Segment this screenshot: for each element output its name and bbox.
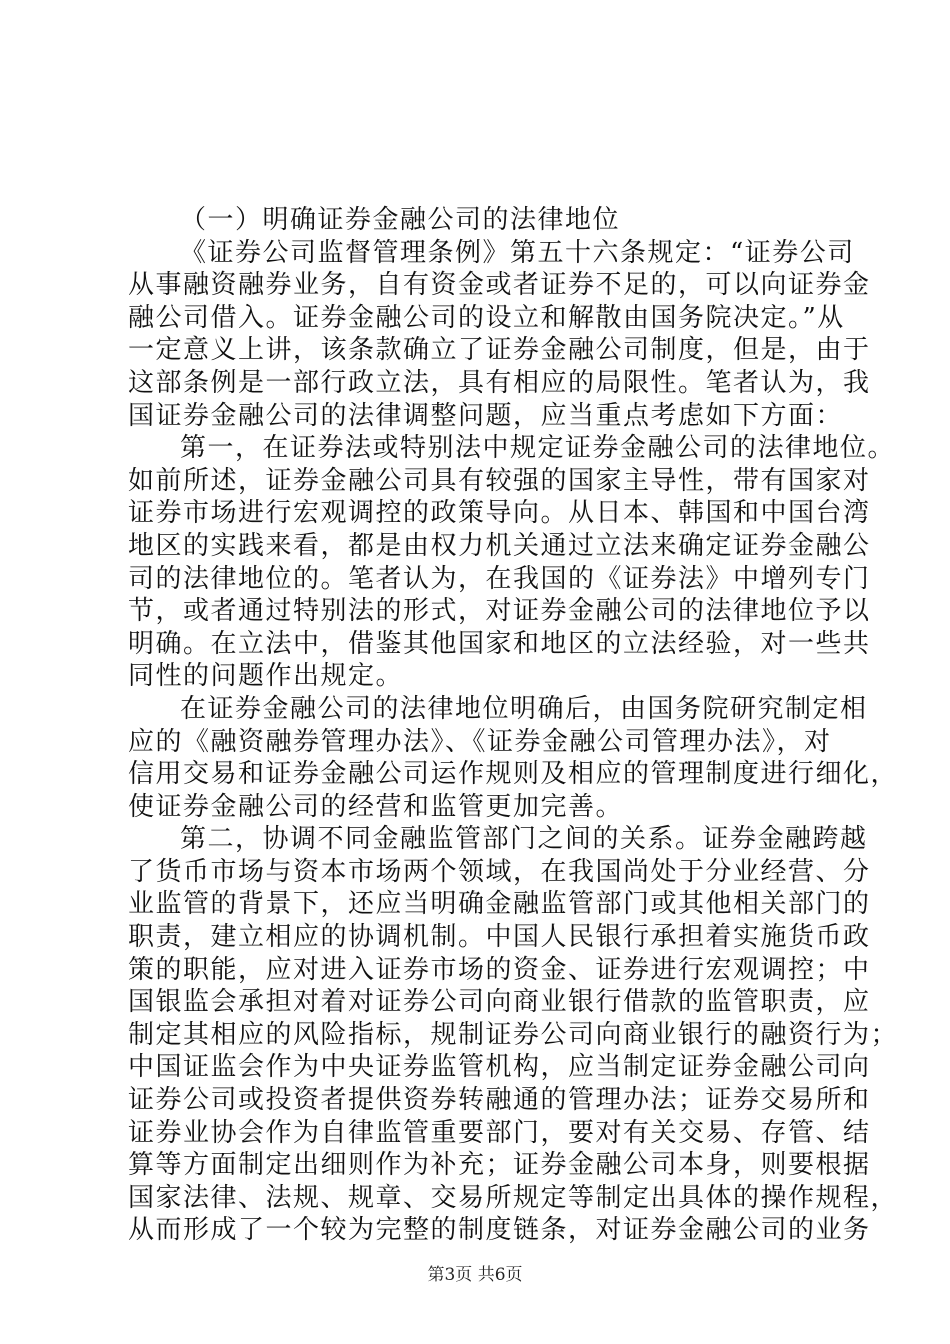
text-line: 使证券金融公司的经营和监管更加完善。 [128,791,624,822]
text-line: 如前所述，证券金融公司具有较强的国家主导性，带有国家对 [128,465,871,496]
text-line: 一定意义上讲，该条款确立了证券金融公司制度，但是，由于 [128,335,871,366]
text-line: 国证券金融公司的法律调整问题，应当重点考虑如下方面： [128,400,844,431]
text-line: 证券业协会作为自律监管重要部门，要对有关交易、存管、结 [128,1117,871,1148]
text-line: 职责，建立相应的协调机制。中国人民银行承担着实施货币政 [128,922,871,953]
page-footer: 第3页 共6页 [427,1265,523,1285]
text-line: 《证券公司监督管理条例》第五十六条规定：“证券公司 [180,237,855,268]
text-line: 应的《融资融券管理办法》、《证券金融公司管理办法》，对 [128,726,832,757]
text-line: 第一，在证券法或特别法中规定证券金融公司的法律地位。 [180,433,896,464]
text-line: 地区的实践来看，都是由权力机关通过立法来确定证券金融公 [128,530,871,561]
text-line: 融公司借入。证券金融公司的设立和解散由国务院决定。”从 [128,302,845,333]
text-line: 在证券金融公司的法律地位明确后，由国务院研究制定相 [180,693,868,724]
text-line: 证券公司或投资者提供资券转融通的管理办法；证券交易所和 [128,1085,871,1116]
text-line: 国家法律、法规、规章、交易所规定等制定出具体的操作规程， [128,1182,899,1213]
text-line: 这部条例是一部行政立法，具有相应的局限性。笔者认为，我 [128,367,871,398]
section-heading: （一）明确证券金融公司的法律地位 [180,205,621,235]
document-body [128,204,899,1247]
text-line: 国银监会承担对着对证券公司向商业银行借款的监管职责，应 [128,987,871,1018]
text-line: 中国证监会作为中央证券监管机构，应当制定证券金融公司向 [128,1052,871,1083]
text-line: 同性的问题作出规定。 [128,661,404,692]
text-line: 策的职能，应对进入证券市场的资金、证券进行宏观调控；中 [128,954,871,985]
text-line: 从而形成了一个较为完整的制度链条，对证券金融公司的业务 [128,1215,871,1246]
text-line: 业监管的背景下，还应当明确金融监管部门或其他相关部门的 [128,889,871,920]
text-line: 明确。在立法中，借鉴其他国家和地区的立法经验，对一些共 [128,628,871,659]
text-line: 算等方面制定出细则作为补充；证券金融公司本身，则要根据 [128,1150,871,1181]
text-line: 从事融资融券业务，自有资金或者证券不足的，可以向证券金 [128,270,871,301]
text-line: 信用交易和证券金融公司运作规则及相应的管理制度进行细化， [128,759,899,790]
text-line: 了货币市场与资本市场两个领域，在我国尚处于分业经营、分 [128,856,871,887]
text-line: 制定其相应的风险指标，规制证券公司向商业银行的融资行为； [128,1019,899,1050]
text-line: 节，或者通过特别法的形式，对证券金融公司的法律地位予以 [128,596,871,627]
text-line: 第二，协调不同金融监管部门之间的关系。证券金融跨越 [180,824,868,855]
text-line: 司的法律地位的。笔者认为，在我国的《证券法》中增列专门 [128,563,871,594]
text-line: 证券市场进行宏观调控的政策导向。从日本、韩国和中国台湾 [128,498,871,529]
